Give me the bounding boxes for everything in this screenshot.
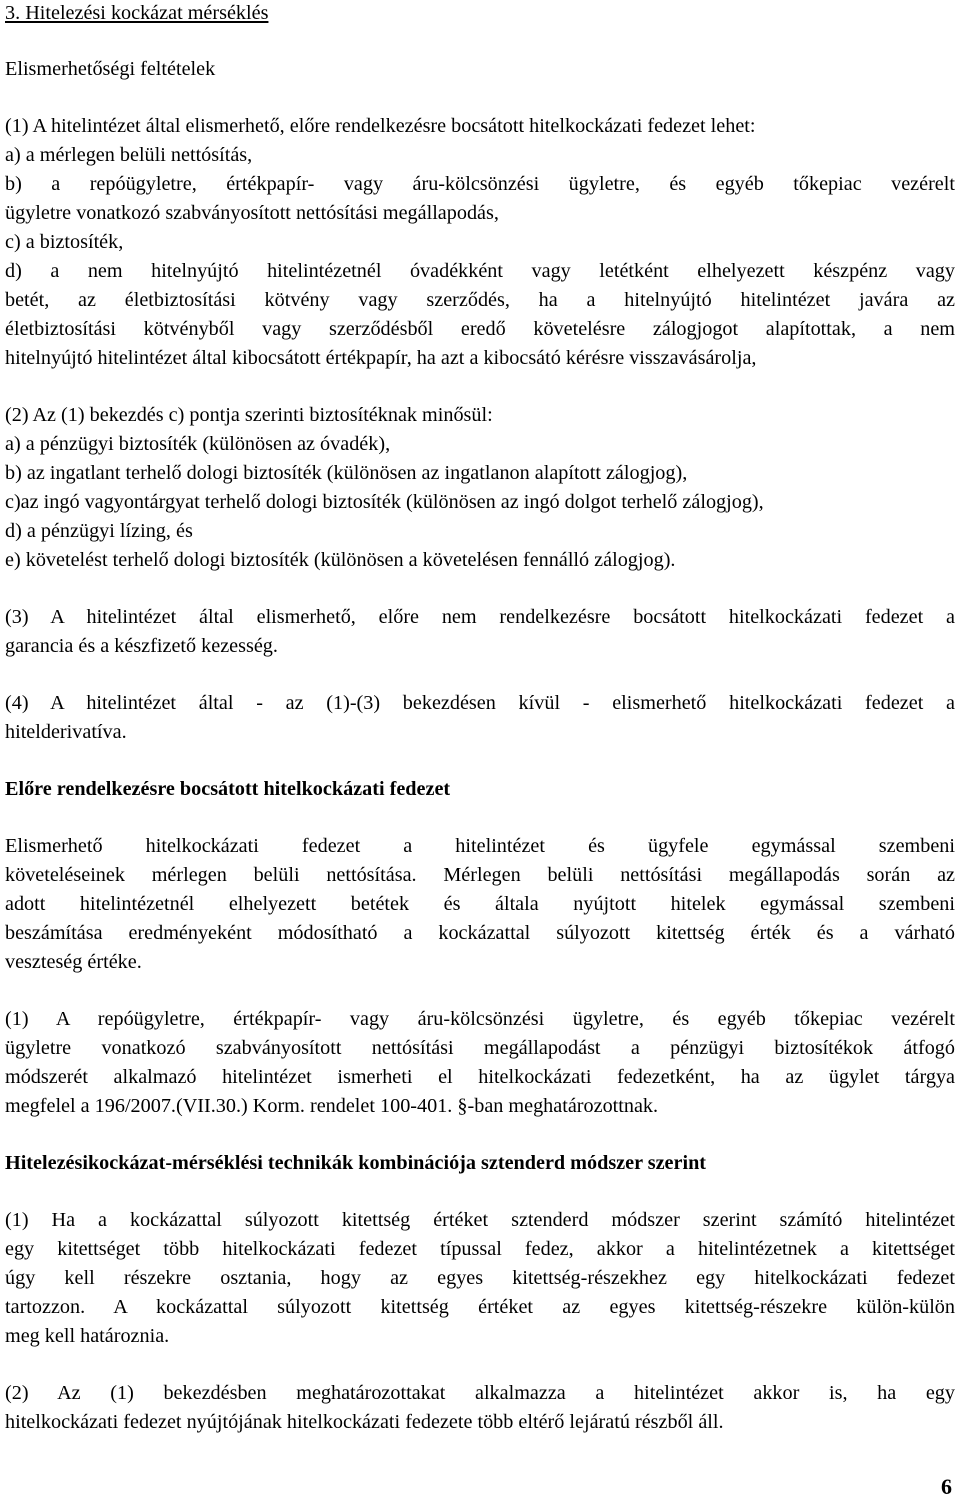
text-line: meg kell határoznia. [5,1325,170,1347]
paragraph-7 [5,1206,955,1351]
text-line: b) az ingatlant terhelő dologi biztosíték (különösen az ingatlanon alapított zálogjog), [5,462,688,484]
text-line: b) a repóügyletre, értékpapír- vagy áru-kölcsönzési ügyletre, és egyéb tőkepiac vezérelt [5,173,955,195]
text-line: hitelderivatíva. [5,721,127,743]
text-line: c) a biztosíték, [5,231,124,253]
chapter-title: 3. Hitelezési kockázat mérséklés [5,2,269,24]
paragraph-1 [5,112,955,373]
text-line: (4) A hitelintézet által - az (1)-(3) bekezdésen kívül - elismerhető hitelkockázati fedezet a [5,692,955,714]
document-page [5,0,955,1437]
text-line: módszerét alkalmazó hitelintézet ismerheti el hitelkockázati fedezetként, ha az ügylet tárgya [5,1066,955,1088]
text-line: (1) A hitelintézet által elismerhető, előre rendelkezésre bocsátott hitelkockázati fedezet lehet: [5,115,756,137]
section-title-eligibility: Elismerhetőségi feltételek [5,58,216,80]
text-line: a) a pénzügyi biztosíték (különösen az óvadék), [5,433,391,455]
section-title-prefunded: Előre rendelkezésre bocsátott hitelkockázati fedezet [5,778,451,800]
text-line: betét, az életbiztosítási kötvény vagy szerződés, ha a hitelnyújtó hitelintézet javára az [5,289,955,311]
text-line: Elismerhető hitelkockázati fedezet a hitelintézet és ügyfele egymással szembeni [5,835,955,857]
text-line: életbiztosítási kötvényből vagy szerződésből eredő követelésre zálogjogot alapítottak, a nem [5,318,955,340]
text-line: e) követelést terhelő dologi biztosíték (különösen a követelésen fennálló zálogjog). [5,549,676,571]
text-line: adott hitelintézetnél elhelyezett betétek és általa nyújtott hitelek egymással szembeni [5,893,955,915]
text-line: hitelkockázati fedezet nyújtójának hitelkockázati fedezete több eltérő lejáratú részből áll. [5,1411,724,1433]
text-line: úgy kell részekre osztania, hogy az egyes kitettség-részekhez egy hitelkockázati fedezet [5,1267,955,1289]
text-line: beszámítása eredményeként módosítható a kockázattal súlyozott kitettség érték és a várható [5,922,955,944]
text-line: ügyletre vonatkozó szabványosított nettósítási megállapodást a pénzügyi biztosítékok átfogó [5,1037,955,1059]
text-line: követeléseinek mérlegen belüli nettósítása. Mérlegen belüli nettósítási megállapodás során az [5,864,955,886]
text-line: d) a pénzügyi lízing, és [5,520,193,542]
paragraph-3 [5,603,955,661]
paragraph-2 [5,401,955,575]
page-number: 6 [941,1474,952,1499]
paragraph-5 [5,832,955,977]
text-line: hitelnyújtó hitelintézet által kibocsátott értékpapír, ha azt a kibocsátó kérésre visszavásárolja, [5,347,757,369]
text-line: a) a mérlegen belüli nettósítás, [5,144,253,166]
text-line: (1) A repóügyletre, értékpapír- vagy áru-kölcsönzési ügyletre, és egyéb tőkepiac vezérelt [5,1008,955,1030]
paragraph-8 [5,1379,955,1437]
paragraph-4 [5,689,955,747]
text-line: tartozzon. A kockázattal súlyozott kitettség értéket az egyes kitettség-részekre külön-külön [5,1296,955,1318]
text-line: garancia és a készfizető kezesség. [5,635,278,657]
section-title-combination: Hitelezésikockázat-mérséklési technikák kombinációja sztenderd módszer szerint [5,1152,707,1174]
text-line: (3) A hitelintézet által elismerhető, előre nem rendelkezésre bocsátott hitelkockázati fedezet a [5,606,955,628]
text-line: c)az ingó vagyontárgyat terhelő dologi biztosíték (különösen az ingó dolgot terhelő zálogjog), [5,491,764,513]
text-line: (1) Ha a kockázattal súlyozott kitettség értéket sztenderd módszer szerint számító hitelintézet [5,1209,955,1231]
text-line: veszteség értéke. [5,951,142,973]
text-line: megfelel a 196/2007.(VII.30.) Korm. rendelet 100-401. §-ban meghatározottnak. [5,1095,659,1117]
text-line: (2) Az (1) bekezdés c) pontja szerinti biztosítéknak minősül: [5,404,493,426]
text-line: d) a nem hitelnyújtó hitelintézetnél óvadékként vagy letétként elhelyezett készpénz vagy [5,260,955,282]
text-line: egy kitettséget több hitelkockázati fedezet típussal fedez, akkor a hitelintézetnek a kitettséget [5,1238,955,1260]
paragraph-6 [5,1005,955,1121]
text-line: (2) Az (1) bekezdésben meghatározottakat alkalmazza a hitelintézet akkor is, ha egy [5,1382,955,1404]
text-line: ügyletre vonatkozó szabványosított nettósítási megállapodás, [5,202,499,224]
